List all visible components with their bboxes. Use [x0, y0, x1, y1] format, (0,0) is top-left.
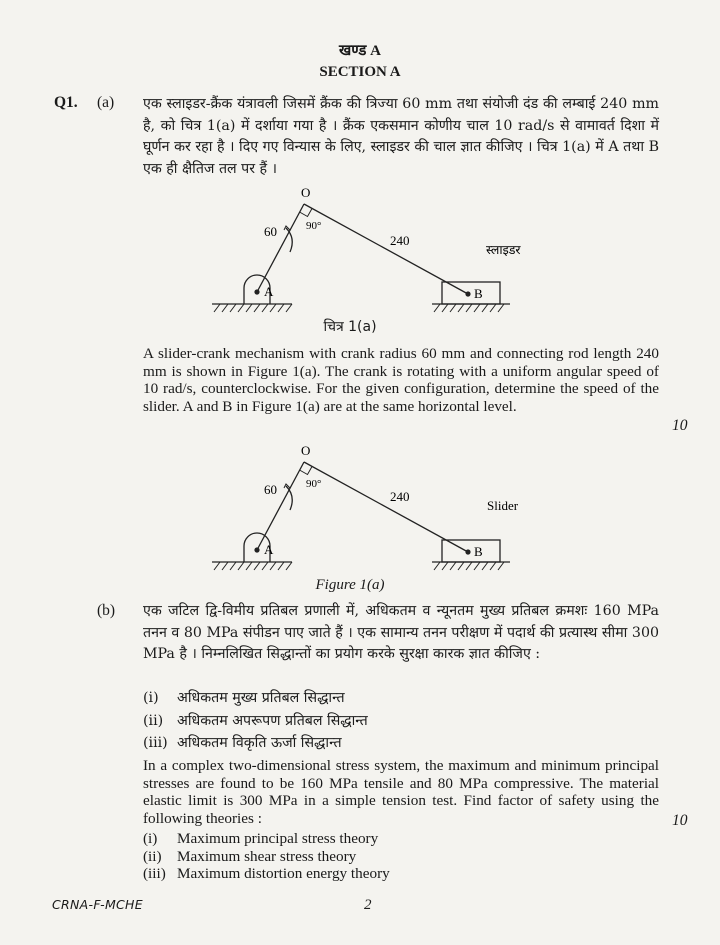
connecting-rod [304, 204, 468, 294]
joint-a [254, 289, 259, 294]
list-item [143, 688, 643, 710]
slider-label: Slider [487, 498, 519, 513]
figure-caption-hindi: चित्र 1(a) [323, 319, 377, 335]
figure-caption-english: Figure 1(a) [315, 577, 385, 593]
crank-length-label: 60 [264, 482, 277, 497]
item-number: (ii) [143, 847, 162, 865]
part-a-hindi-text: एक स्लाइडर-क्रैंक यंत्रावली जिसमें क्रैंक की त्रिज्या 60 mm तथा संयोजी दंड की लम्बाई 240 mm है, को चित्र 1(a) में दर्शाया गया है । क्रैंक एकसमान कोणीय चाल 10 rad/s से वामावर्त दिशा में घूर्णन कर रहा है । दिए गए विन्यास के लिए, स्लाइडर की चाल ज्ञात कीजिए । चित्र 1(a) में A तथा B एक ही क्षैतिज तल पर हैं । [143, 96, 659, 177]
item-text: अधिकतम विकृति ऊर्जा सिद्धान्त [177, 735, 342, 751]
part-b-label: (b) [97, 602, 116, 619]
rod-length-label: 240 [390, 489, 410, 504]
list-item [143, 848, 643, 866]
joint-b [465, 291, 470, 296]
label-b: B [474, 544, 483, 559]
page-number: 2 [364, 897, 372, 913]
angle-label: 90° [306, 478, 322, 490]
part-b-english-list [143, 830, 643, 883]
list-item [143, 711, 643, 733]
footer-code: CRNA-F-MCHE [52, 897, 143, 912]
part-a-label: (a) [97, 94, 115, 111]
list-item [143, 865, 643, 883]
item-text: Maximum shear stress theory [177, 847, 357, 865]
section-title-hindi: खण्ड A [338, 43, 381, 59]
rotation-arrow [286, 228, 292, 252]
item-number: (iii) [143, 865, 166, 883]
item-number: (ii) [143, 712, 164, 729]
crank-length-label: 60 [264, 224, 277, 239]
list-item [143, 830, 643, 848]
label-o: O [301, 443, 311, 458]
part-b-marks: 10 [672, 812, 688, 829]
part-b-english-text: In a complex two-dimensional stress system, the maximum and minimum principal stresses are found to be 160 MPa tensile and 80 MPa compressive. The material elastic limit is 300 MPa in a simple tension test. Find factor of safety using the following theories : [143, 757, 659, 827]
item-number: (iii) [143, 735, 168, 751]
item-text: अधिकतम मुख्य प्रतिबल सिद्धान्त [177, 690, 345, 706]
label-o: O [301, 185, 311, 200]
part-a-english-text: A slider-crank mechanism with crank radius 60 mm and connecting rod length 240 mm is shown in Figure 1(a). The crank is rotating with a uniform angular speed of 10 rad/s, counterclockwise. For the given configuration, determine the speed of the slider. A and B in Figure 1(a) are at the same horizontal level. [143, 345, 659, 415]
crank-link [257, 204, 304, 292]
item-number: (i) [143, 690, 159, 706]
part-a-marks: 10 [672, 417, 688, 434]
item-number: (i) [143, 830, 158, 847]
part-b-hindi-list [143, 688, 643, 755]
question-number: Q1. [54, 94, 78, 111]
slider-block [442, 282, 500, 304]
list-item [143, 733, 643, 755]
slider-crank-figure-english [200, 438, 530, 583]
item-text: Maximum distortion energy theory [177, 865, 390, 883]
angle-label: 90° [306, 220, 322, 232]
item-text: Maximum principal stress theory [177, 830, 379, 847]
part-b-hindi-text: एक जटिल द्वि-विमीय प्रतिबल प्रणाली में, अधिकतम व न्यूनतम मुख्य प्रतिबल क्रमशः 160 MPa तनन व 80 MPa संपीडन पाए जाते हैं । एक सामान्य तनन परीक्षण में पदार्थ की प्रत्यास्थ सीमा 300 MPa है । निम्नलिखित सिद्धान्तों का प्रयोग करके सुरक्षा कारक ज्ञात कीजिए : [143, 603, 659, 662]
label-a: A [264, 284, 274, 299]
section-title-english: SECTION A [319, 64, 401, 80]
item-text: अधिकतम अपरूपण प्रतिबल सिद्धान्त [177, 712, 368, 729]
label-a: A [264, 542, 274, 557]
slider-label: स्लाइडर [486, 243, 521, 257]
rod-length-label: 240 [390, 233, 410, 248]
label-b: B [474, 286, 483, 301]
